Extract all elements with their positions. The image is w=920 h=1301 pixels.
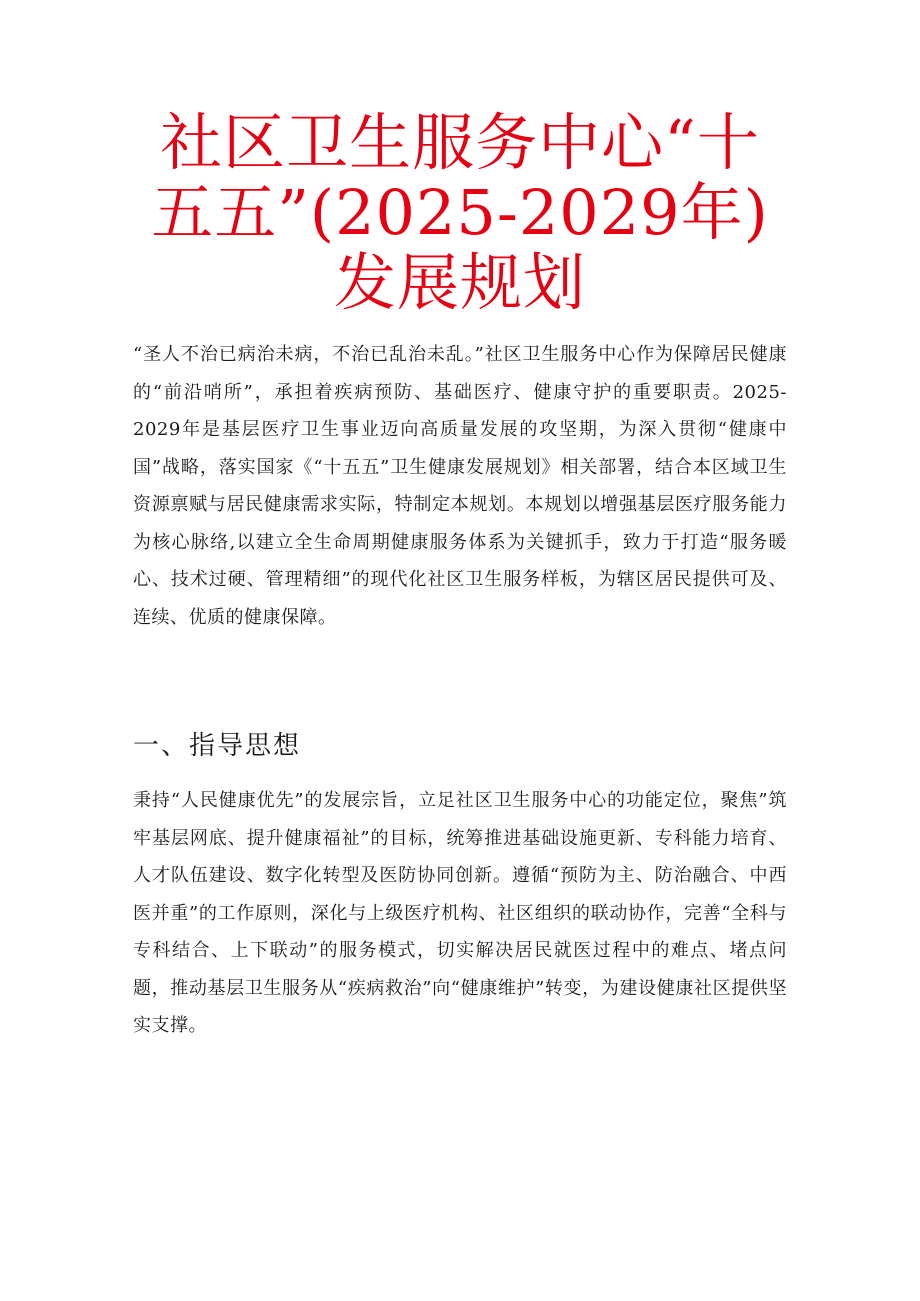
intro-paragraph: “圣人不治已病治未病，不治已乱治未乱。”社区卫生服务中心作为保障居民健康的“前沿哨所”，承担着疾病预防、基础医疗、健康守护的重要职责。2025-2029年是基层医疗卫生事业迈向高质量发展的攻坚期，为深入贯彻“健康中国”战略，落实国家《“十五五”卫生健康发展规划》相关部署，结合本区域卫生资源禀赋与居民健康需求实际，特制定本规划。本规划以增强基层医疗服务能力为核心脉络,以建立全生命周期健康服务体系为关键抓手，致力于打造“服务暖心、技术过硬、管理精细”的现代化社区卫生服务样板，为辖区居民提供可及、连续、优质的健康保障。: [133, 344, 787, 628]
document-title: 社区卫生服务中心“十五五”(2025-2029年)发展规划: [151, 106, 769, 319]
section-paragraph-guiding-ideology: 秉持“人民健康优先”的发展宗旨，立足社区卫生服务中心的功能定位，聚焦”筑牢基层网底、提升健康福祉”的目标，统筹推进基础设施更新、专科能力培育、人才队伍建设、数字化转型及医防协同创新。遵循“预防为主、防治融合、中西医并重”的工作原则，深化与上级医疗机构、社区组织的联动协作，完善“全科与专科结合、上下联动”的服务模式，切实解决居民就医过程中的难点、堵点问题，推动基层卫生服务从“疾病救治”向“健康维护”转变，为建设健康社区提供坚实支撑。: [133, 790, 787, 1036]
section-heading-guiding-ideology: 一、指导思想: [133, 731, 302, 761]
